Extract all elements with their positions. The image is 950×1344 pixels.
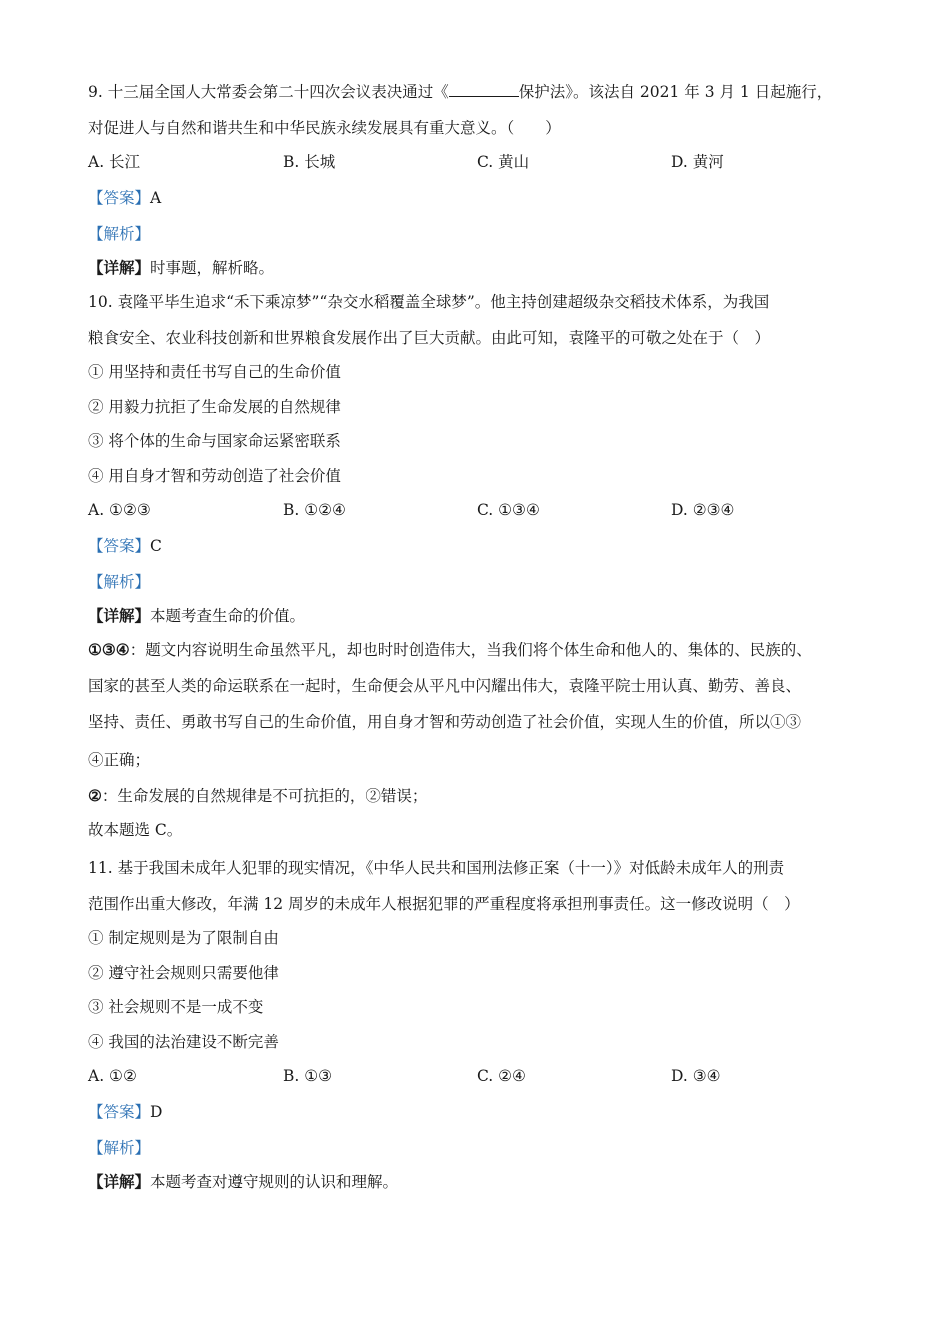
q10-conclusion: 故本题选 C。 — [88, 821, 183, 839]
q11-option-a: A. ①② — [88, 1067, 137, 1085]
exp1-tag: ①③④ — [88, 640, 130, 659]
q10-option-d: D. ②③④ — [671, 501, 735, 519]
detail-label: 【详解】 — [88, 1172, 151, 1191]
q10-explanation-line1 — [88, 640, 812, 660]
q10-explanation-line3: 坚持、责任、勇敢书写自己的生命价值，用自身才智和劳动创造了社会价值，实现人生的价值，所以①③ — [88, 713, 802, 731]
q10-explanation-line2: 国家的甚至人类的命运联系在一起时，生命便会从平凡中闪耀出伟大，袁隆平院士用认真、勤劳、善良、 — [88, 677, 802, 695]
q11-item-4: ④ 我国的法治建设不断完善 — [88, 1033, 279, 1051]
detail-label: 【详解】 — [88, 258, 151, 277]
q10-option-b: B. ①②④ — [283, 501, 346, 519]
q11-detail — [88, 1172, 398, 1192]
q11-answer — [88, 1102, 162, 1122]
q11-stem-line1: 11. 基于我国未成年人犯罪的现实情况，《中华人民共和国刑法修正案（十一）》对低龄未成年人的刑责 — [88, 859, 785, 877]
q10-item-4: ④ 用自身才智和劳动创造了社会价值 — [88, 467, 341, 485]
q11-option-b: B. ①③ — [283, 1067, 333, 1085]
q11-option-c: C. ②④ — [477, 1067, 526, 1085]
q11-item-2: ② 遵守社会规则只需要他律 — [88, 964, 279, 982]
answer-label: 【答案】 — [88, 189, 151, 207]
q9-stem-pre: 9. 十三届全国人大常委会第二十四次会议表决通过《 — [88, 83, 449, 101]
q9-option-d: D. 黄河 — [671, 153, 724, 171]
q10-item-3: ③ 将个体的生命与国家命运紧密联系 — [88, 432, 341, 450]
q9-answer — [88, 188, 161, 208]
q10-analysis-label: 【解析】 — [88, 573, 151, 591]
q9-stem-line2: 对促进人与自然和谐共生和中华民族永续发展具有重大意义。（ ） — [88, 119, 561, 137]
q9-option-c: C. 黄山 — [477, 153, 530, 171]
q10-explanation-line4: ④正确； — [88, 751, 151, 769]
q10-item-1: ① 用坚持和责任书写自己的生命价值 — [88, 363, 341, 381]
q10-explanation-2 — [88, 786, 427, 806]
detail-text: 本题考查生命的价值。 — [150, 607, 306, 625]
answer-label: 【答案】 — [88, 537, 151, 555]
answer-value: D — [150, 1103, 163, 1121]
answer-label: 【答案】 — [88, 1103, 151, 1121]
q10-stem-line2: 粮食安全、农业科技创新和世界粮食发展作出了巨大贡献。由此可知，袁隆平的可敬之处在于（ ） — [88, 329, 771, 347]
exp2-tag: ② — [88, 786, 102, 805]
q9-stem-post: 保护法》。该法自 2021 年 3 月 1 日起施行， — [518, 83, 833, 101]
q11-option-d: D. ③④ — [671, 1067, 721, 1085]
q10-stem-line1: 10. 袁隆平毕生追求“禾下乘凉梦”“杂交水稻覆盖全球梦”。他主持创建超级杂交稻技术体系，为我国 — [88, 293, 770, 311]
q11-analysis-label: 【解析】 — [88, 1139, 151, 1157]
q10-option-a: A. ①②③ — [88, 501, 151, 519]
q9-stem-line1 — [88, 82, 832, 102]
q11-item-1: ① 制定规则是为了限制自由 — [88, 929, 279, 947]
q11-item-3: ③ 社会规则不是一成不变 — [88, 998, 264, 1016]
detail-label: 【详解】 — [88, 606, 151, 625]
detail-text: 时事题，解析略。 — [150, 259, 275, 277]
q9-option-a: A. 长江 — [88, 153, 141, 171]
q10-detail — [88, 606, 305, 626]
detail-text: 本题考查对遵守规则的认识和理解。 — [150, 1173, 399, 1191]
q11-stem-line2: 范围作出重大修改，年满 12 周岁的未成年人根据犯罪的严重程度将承担刑事责任。这一修改说明（ ） — [88, 895, 800, 913]
q10-item-2: ② 用毅力抗拒了生命发展的自然规律 — [88, 398, 341, 416]
q9-analysis-label: 【解析】 — [88, 225, 151, 243]
answer-value: A — [150, 189, 162, 207]
exp2-text: ：生命发展的自然规律是不可抗拒的，②错误； — [101, 787, 428, 805]
q10-answer — [88, 536, 162, 556]
exp1-text: ：题文内容说明生命虽然平凡，却也时时创造伟大，当我们将个体生命和他人的、集体的、民族的、 — [129, 641, 812, 659]
q9-blank — [449, 82, 519, 97]
q9-detail — [88, 258, 274, 278]
q10-option-c: C. ①③④ — [477, 501, 540, 519]
answer-value: C — [150, 537, 162, 555]
q9-option-b: B. 长城 — [283, 153, 336, 171]
